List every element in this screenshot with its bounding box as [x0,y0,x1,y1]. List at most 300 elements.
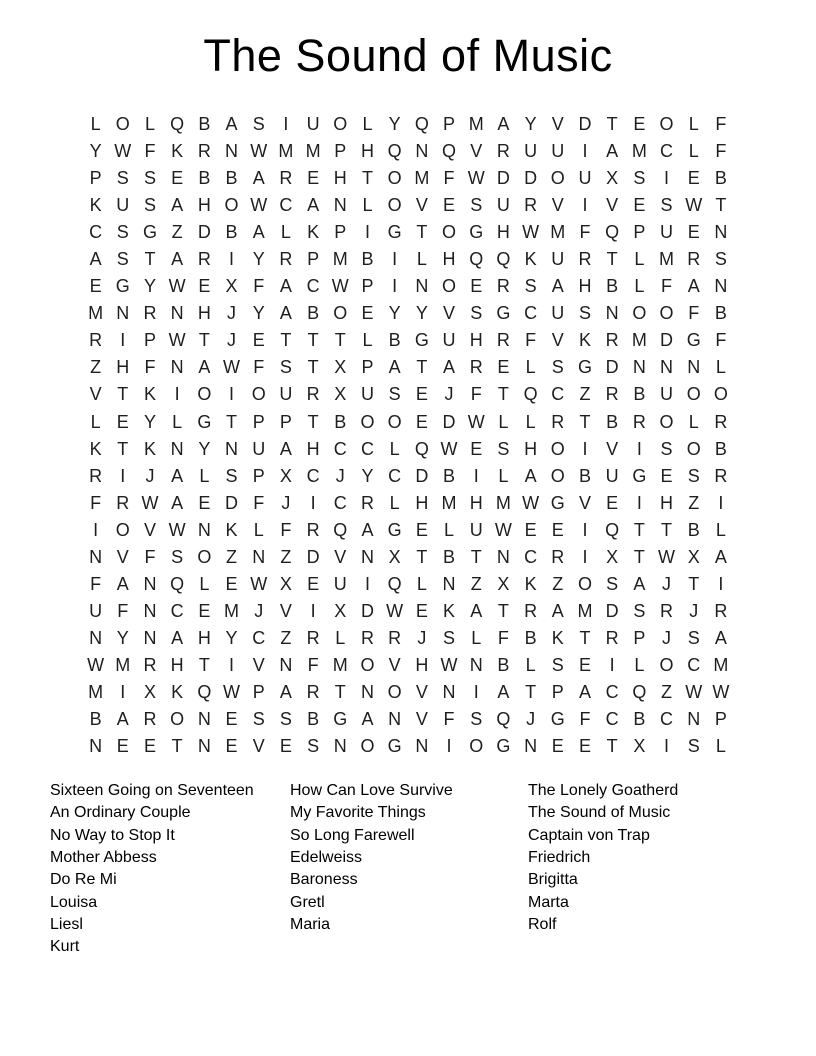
grid-letter: I [664,168,670,189]
word-list-item: Maria [290,916,331,934]
grid-letter: I [609,654,615,675]
grid-letter: T [497,600,509,621]
grid-letter: T [416,357,428,378]
grid-letter: A [606,141,619,162]
grid-letter: E [143,736,156,757]
grid-letter: O [550,465,565,486]
grid-letter: I [364,573,370,594]
grid-letter: L [525,654,536,675]
grid-letter: S [497,438,510,459]
grid-letter: J [444,384,454,405]
grid-letter: T [280,330,292,351]
grid-letter: V [551,195,564,216]
grid-letter: F [497,627,509,648]
grid-letter: M [631,141,647,162]
grid-row [82,652,735,679]
grid-letter: R [306,681,320,702]
grid-letter: E [606,492,619,513]
grid-letter: Q [414,114,429,134]
grid-letter: A [497,681,510,702]
grid-letter: I [446,736,452,757]
grid-letter: E [415,411,428,432]
grid-letter: V [606,195,619,216]
grid-letter: K [89,438,102,459]
grid-letter: S [388,384,401,405]
grid-letter: L [634,654,645,675]
word-list-item: The Lonely Goatherd [528,782,679,799]
grid-letter: F [443,709,455,730]
grid-letter: L [688,141,699,162]
grid-letter: D [496,168,510,189]
grid-letter: W [223,357,241,378]
grid-letter: G [115,276,130,297]
grid-letter: R [306,384,320,405]
grid-letter: S [116,249,129,270]
grid-letter: W [467,168,485,189]
grid-letter: I [120,330,126,351]
grid-letter: E [279,736,292,757]
grid-letter: W [658,546,676,567]
grid-letter: G [496,303,511,324]
grid-letter: A [171,249,184,270]
grid-letter: N [660,357,674,378]
grid-letter: I [310,492,316,513]
grid-letter: O [686,384,701,405]
grid-letter: S [524,276,537,297]
grid-letter: R [89,465,103,486]
grid-letter: I [473,465,479,486]
grid-letter: T [198,654,210,675]
grid-letter: J [689,600,699,621]
grid-letter: E [687,168,700,189]
grid-letter: O [224,195,239,216]
grid-letter: W [250,573,268,594]
grid-letter: Y [524,114,537,134]
grid-letter: I [718,573,724,594]
grid-letter: C [360,438,374,459]
grid-letter: L [362,114,373,134]
grid-letter: S [171,546,184,567]
grid-letter: V [89,384,102,405]
grid-letter: B [497,654,510,675]
grid-letter: A [171,492,184,513]
grid-row [82,517,735,544]
grid-letter: L [172,411,183,432]
grid-letter: R [116,492,130,513]
grid-letter: Q [496,249,511,270]
grid-letter: B [714,168,727,189]
grid-letter: J [662,573,672,594]
grid-letter: U [333,573,347,594]
grid-letter: O [550,168,565,189]
grid-letter: R [89,330,103,351]
grid-letter: R [279,249,293,270]
grid-letter: T [144,249,156,270]
grid-letter: Y [143,276,156,297]
grid-letter: Y [415,303,428,324]
grid-letter: X [388,546,401,567]
grid-letter: E [225,573,238,594]
grid-letter: I [392,276,398,297]
grid-letter: Y [361,465,374,486]
grid-letter: S [606,573,619,594]
grid-letter: C [524,303,538,324]
grid-letter: E [225,709,238,730]
grid-letter: S [252,709,265,730]
grid-letter: J [281,492,291,513]
grid-letter: H [496,222,510,243]
grid-letter: N [170,438,184,459]
grid-letter: Z [579,384,591,405]
grid-row [82,381,735,408]
grid-letter: N [714,222,728,243]
grid-letter: Q [605,519,620,540]
grid-letter: E [415,384,428,405]
grid-row [82,490,735,517]
grid-letter: F [144,141,156,162]
grid-letter: V [388,654,401,675]
grid-letter: I [582,546,588,567]
grid-letter: N [333,195,347,216]
grid-row [82,706,735,733]
grid-letter: R [197,249,211,270]
grid-row [82,138,735,165]
grid-letter: F [470,384,482,405]
grid-letter: E [524,519,537,540]
grid-letter: O [632,303,647,324]
grid-letter: E [633,195,646,216]
grid-letter: B [606,276,619,297]
grid-letter: Y [198,438,211,459]
grid-letter: L [525,411,536,432]
grid-letter: E [225,736,238,757]
grid-letter: P [279,411,292,432]
grid-letter: E [470,276,483,297]
grid-letter: D [225,492,239,513]
grid-letter: E [171,168,184,189]
grid-letter: M [414,168,430,189]
grid-letter: R [306,627,320,648]
grid-letter: K [551,627,564,648]
grid-letter: R [197,141,211,162]
grid-letter: N [197,709,211,730]
grid-letter: R [143,303,157,324]
grid-letter: P [334,222,347,243]
grid-letter: W [386,600,404,621]
grid-letter: V [415,681,428,702]
grid-letter: U [660,384,674,405]
grid-letter: P [307,249,320,270]
grid-letter: N [360,681,374,702]
grid-letter: A [687,276,700,297]
grid-letter: Z [280,627,292,648]
grid-letter: S [470,195,483,216]
grid-letter: O [197,384,212,405]
grid-letter: E [578,654,591,675]
grid-letter: N [89,546,103,567]
grid-letter: B [687,519,700,540]
grid-letter: A [252,222,265,243]
grid-letter: U [442,330,456,351]
grid-row [82,463,735,490]
grid-letter: O [469,736,484,757]
grid-letter: X [497,573,510,594]
grid-letter: L [362,330,373,351]
word-list-column [50,780,290,959]
grid-letter: T [688,573,700,594]
grid-letter: A [443,357,456,378]
grid-row [82,192,735,219]
grid-letter: Q [387,573,402,594]
grid-letter: T [525,681,537,702]
grid-letter: F [579,222,591,243]
grid-letter: T [334,681,346,702]
grid-letter: T [334,330,346,351]
grid-row [82,246,735,273]
grid-letter: A [225,114,238,134]
grid-letter: S [660,438,673,459]
grid-letter: I [283,114,289,134]
grid-letter: L [362,195,373,216]
grid-letter: N [687,709,701,730]
grid-letter: L [416,573,427,594]
grid-letter: N [415,141,429,162]
grid-letter: U [496,195,510,216]
grid-letter: B [578,465,591,486]
grid-letter: X [334,384,347,405]
grid-letter: F [253,357,265,378]
grid-letter: I [93,519,99,540]
grid-letter: S [633,600,646,621]
grid-letter: K [89,195,102,216]
grid-letter: N [333,736,347,757]
grid-letter: R [524,195,538,216]
grid-letter: X [279,573,292,594]
grid-letter: M [88,303,104,324]
grid-letter: N [170,357,184,378]
grid-letter: T [416,222,428,243]
grid-letter: H [360,141,374,162]
grid-letter: G [197,411,212,432]
grid-letter: M [278,141,294,162]
grid-letter: P [334,141,347,162]
grid-letter: R [469,357,483,378]
grid-letter: B [443,465,456,486]
grid-letter: S [551,357,564,378]
grid-letter: R [687,249,701,270]
grid-letter: O [387,168,402,189]
grid-letter: M [468,114,484,134]
grid-letter: B [198,114,211,134]
grid-letter: K [225,519,238,540]
grid-letter: D [578,114,592,134]
grid-letter: O [360,654,375,675]
grid-letter: Y [388,303,401,324]
grid-letter: Z [280,546,292,567]
grid-letter: K [143,438,156,459]
grid-letter: L [715,519,726,540]
grid-letter: C [333,492,347,513]
grid-letter: X [279,465,292,486]
grid-letter: C [279,195,293,216]
grid-letter: I [473,681,479,702]
grid-letter: F [90,573,102,594]
grid-letter: C [524,546,538,567]
grid-letter: H [197,195,211,216]
grid-letter: O [360,736,375,757]
grid-letter: S [143,195,156,216]
grid-letter: B [633,384,646,405]
grid-letter: C [605,709,619,730]
grid-letter: N [442,573,456,594]
grid-letter: A [89,249,102,270]
grid-letter: B [89,709,102,730]
grid-letter: R [496,276,510,297]
grid-letter: Q [333,519,348,540]
grid-letter: X [334,600,347,621]
grid-letter: R [632,411,646,432]
grid-letter: G [550,492,565,513]
grid-letter: O [577,573,592,594]
grid-letter: D [197,222,211,243]
grid-letter: T [715,195,727,216]
grid-letter: T [226,411,238,432]
grid-letter: E [551,519,564,540]
grid-letter: O [333,114,348,134]
grid-letter: S [470,709,483,730]
grid-letter: Q [605,222,620,243]
grid-letter: H [415,654,429,675]
word-list-item: Rolf [528,916,557,934]
grid-letter: M [577,600,593,621]
grid-letter: L [471,627,482,648]
grid-letter: C [252,627,266,648]
word-list-item: Marta [528,893,569,911]
grid-letter: S [687,465,700,486]
grid-letter: S [633,168,646,189]
grid-letter: A [279,438,292,459]
grid-letter: O [659,303,674,324]
grid-letter: Q [170,114,185,134]
grid-letter: N [143,573,157,594]
grid-letter: L [715,736,726,757]
grid-letter: T [661,519,673,540]
grid-letter: X [633,736,646,757]
grid-letter: X [334,357,347,378]
grid-letter: R [360,627,374,648]
word-list-item: Edelweiss [290,849,363,867]
grid-letter: T [307,330,319,351]
grid-letter: A [551,276,564,297]
grid-letter: O [251,384,266,405]
grid-letter: G [142,222,157,243]
grid-letter: A [116,709,129,730]
grid-letter: I [636,438,642,459]
grid-letter: B [361,249,374,270]
grid-letter: V [606,438,619,459]
grid-letter: H [442,249,456,270]
grid-row [82,598,735,625]
grid-letter: I [392,249,398,270]
grid-letter: V [252,736,265,757]
grid-letter: Q [523,384,538,405]
grid-letter: R [524,600,538,621]
grid-row [82,300,735,327]
grid-letter: W [467,411,485,432]
grid-letter: S [470,303,483,324]
grid-letter: T [633,519,645,540]
grid-letter: E [551,736,564,757]
grid-letter: V [578,492,591,513]
grid-letter: A [470,600,483,621]
grid-letter: V [551,114,564,134]
grid-letter: A [714,546,727,567]
grid-letter: E [415,519,428,540]
grid-letter: Z [470,573,482,594]
grid-letter: W [87,654,105,675]
grid-letter: G [469,222,484,243]
grid-letter: W [522,222,540,243]
grid-letter: J [227,303,237,324]
grid-letter: N [170,303,184,324]
grid-row [82,354,735,381]
grid-letter: G [496,736,511,757]
grid-letter: A [578,681,591,702]
grid-letter: F [443,168,455,189]
grid-letter: L [389,438,400,459]
grid-letter: H [197,303,211,324]
grid-letter: M [631,330,647,351]
grid-letter: R [660,600,674,621]
grid-letter: E [443,195,456,216]
grid-letter: H [197,627,211,648]
grid-row [82,327,735,354]
grid-letter: O [387,681,402,702]
grid-letter: C [170,600,184,621]
grid-letter: P [633,627,646,648]
grid-letter: E [198,492,211,513]
grid-letter: L [144,114,155,134]
grid-letter: W [141,492,159,513]
grid-letter: P [252,411,265,432]
grid-letter: N [225,141,239,162]
grid-letter: L [253,519,264,540]
grid-letter: O [550,438,565,459]
grid-letter: P [443,114,456,134]
grid-letter: Z [688,492,700,513]
grid-letter: N [442,681,456,702]
grid-letter: R [714,465,728,486]
grid-letter: Y [252,303,265,324]
grid-letter: I [364,222,370,243]
grid-letter: V [279,600,292,621]
word-list-item: Louisa [50,893,98,911]
grid-letter: F [715,114,727,134]
word-list-item: Kurt [50,938,80,956]
grid-letter: B [388,330,401,351]
grid-letter: C [660,709,674,730]
grid-letter: T [117,438,129,459]
word-list-item: The Sound of Music [528,804,671,822]
grid-letter: N [279,654,293,675]
grid-letter: I [174,384,180,405]
grid-letter: L [335,627,346,648]
grid-letter: F [688,303,700,324]
grid-letter: O [333,303,348,324]
grid-letter: H [660,492,674,513]
grid-letter: Y [388,114,401,134]
grid-letter: W [494,519,512,540]
